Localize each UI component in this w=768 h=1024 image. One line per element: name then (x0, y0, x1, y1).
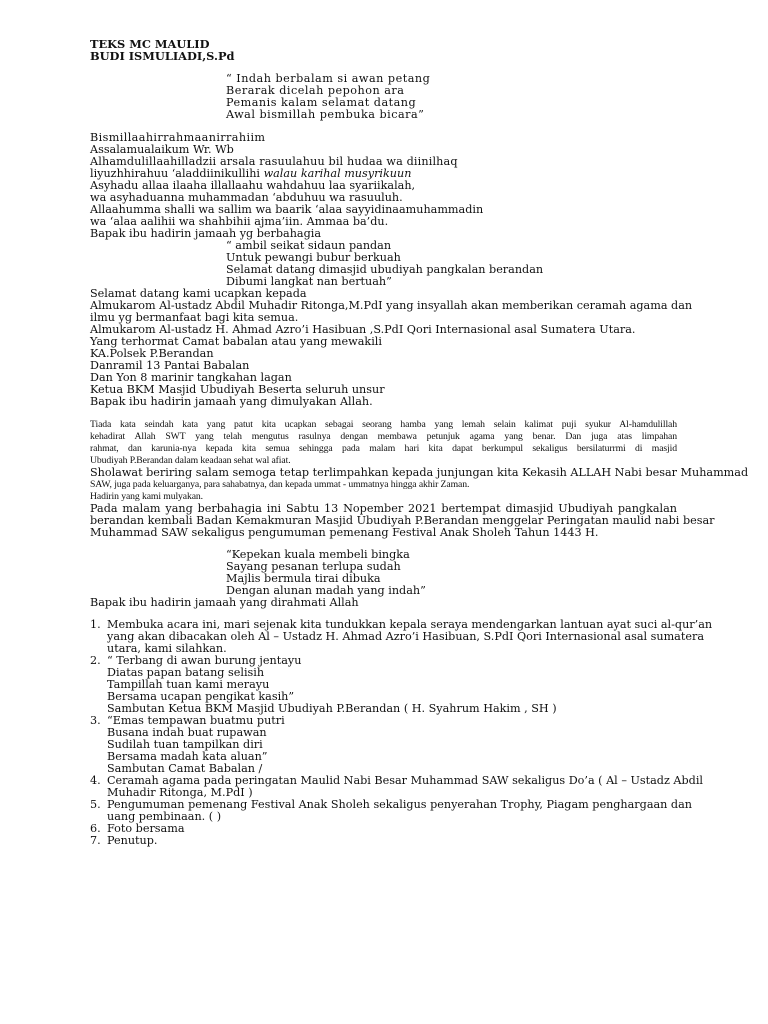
agenda-item-2-cont: Tampillah tuan kami merayu (107, 678, 270, 691)
agenda-item-2: “ Terbang di awan burung jentayu (107, 654, 302, 667)
agenda-item-4-cont: Muhadir Ritonga, M.PdI ) (107, 786, 253, 799)
agenda-item-4: Ceramah agama pada peringatan Maulid Nabi Besar Muhammad SAW sekaligus Do’a ( Al – Ustadz Abdil (107, 774, 703, 787)
agenda-item-1-cont: yang akan dibacakan oleh Al – Ustadz H. Ahmad Azro’i Hasibuan, S.PdI Qori Internasional asal sumatera (107, 630, 704, 643)
agenda-item-5: Pengumuman pemenang Festival Anak Sholeh sekaligus penyerahan Trophy, Piagam penghargaan dan (107, 798, 692, 811)
pantun-line: Untuk pewangi bubur berkuah (226, 251, 401, 264)
pantun-line: Majlis bermula tirai dibuka (226, 572, 381, 585)
pantun-line: Dengan alunan madah yang indah” (226, 584, 426, 597)
event-line: berandan kembali Badan Kemakmuran Masjid Ubudiyah P.Berandan menggelar Peringatan maulid nabi besar (90, 514, 715, 527)
shalawat-line: Allaahumma shalli wa sallim wa baarik ‘alaa sayyidinaamuhammadin (90, 203, 484, 216)
agenda-number: 6. (90, 822, 101, 835)
salam: Assalamualaikum Wr. Wb (90, 143, 234, 156)
event-line: Pada malam yang berbahagia ini Sabtu 13 Nopember 2021 bertempat dimasjid Ubudiyah pangkalan (90, 502, 677, 515)
pantun-line: Selamat datang dimasjid ubudiyah pangkalan berandan (226, 263, 544, 276)
agenda-item-2-cont: Bersama ucapan pengikat kasih” (107, 690, 295, 703)
mukarom-1: Almukarom Al-ustadz Abdil Muhadir Ritonga,M.PdI yang insyallah akan memberikan ceramah agama dan (90, 299, 693, 312)
agenda-item-5-cont: uang pembinaan. ( ) (107, 810, 222, 823)
address-line: Bapak ibu hadirin jamaah yang dirahmati Allah (90, 596, 359, 609)
pantun-line: Pemanis kalam selamat datang (226, 96, 417, 109)
agenda-item-7: Penutup. (107, 834, 158, 847)
agenda-item-3: “Emas tempawan buatmu putri (107, 714, 285, 727)
liyuzh-italic: walau karihal musyrikuun (263, 167, 412, 180)
agenda-item-1: Membuka acara ini, mari sejenak kita tundukkan kepala seraya mendengarkan lantuan ayat suci al-qur’an (107, 618, 713, 631)
camat: Yang terhormat Camat babalan atau yang mewakili (90, 335, 382, 348)
agenda-item-3-cont: Busana indah buat rupawan (107, 726, 267, 739)
syahadat-line: Asyhadu allaa ilaaha illallaahu wahdahuu laa syariikalah, (90, 179, 416, 192)
welcome-intro: Selamat datang kami ucapkan kepada (90, 287, 307, 300)
pantun-line: Berarak dicelah pepohon ara (226, 84, 405, 97)
agenda-item-3-cont: Bersama madah kata aluan” (107, 750, 268, 763)
syahadat-line: wa asyhaduanna muhammadan ‘abduhuu wa rasuuluh. (90, 191, 403, 204)
praise-line: kehadirat Allah SWT yang telah mengutus rasulnya dengan membawa petunjuk agama yang benar. Dan juga atas limpahan (90, 431, 677, 442)
welcome-closing: Bapak ibu hadirin jamaah yang dimulyakan Allah. (90, 395, 373, 408)
praise-line: Ubudiyah P.Berandan dalam keadaan sehat wal afiat. (90, 455, 291, 466)
pantun-line: “Kepekan kuala membeli bingka (226, 548, 410, 561)
agenda-item-6: Foto bersama (107, 822, 185, 835)
mukarom-1-cont: ilmu yg bermanfaat bagi kita semua. (90, 311, 299, 324)
polsek: KA.Polsek P.Berandan (90, 347, 214, 360)
agenda-number: 5. (90, 798, 101, 811)
greeting: Bapak ibu hadirin jamaah yg berbahagia (90, 227, 321, 240)
shalawat-line: wa ‘alaa aalihii wa shahbihii ajma’iin. Ammaa ba’du. (90, 215, 389, 228)
pantun-line: Sayang pesanan terlupa sudah (226, 560, 401, 573)
danyon: Dan Yon 8 marinir tangkahan lagan (90, 371, 292, 384)
agenda-item-3-cont: Sambutan Camat Babalan / (107, 762, 263, 775)
agenda-item-1-cont: utara, kami silahkan. (107, 642, 227, 655)
mukarom-2: Almukarom Al-ustadz H. Ahmad Azro’i Hasibuan ,S.PdI Qori Internasional asal Sumatera Utara. (90, 323, 636, 336)
agenda-number: 7. (90, 834, 101, 847)
danramil: Danramil 13 Pantai Babalan (90, 359, 250, 372)
liyuzh-text: liyuzhhirahuu ‘aladdiinikullihi (90, 167, 264, 180)
doc-title: TEKS MC MAULID (90, 37, 210, 51)
agenda-item-2-cont: Diatas papan batang selisih (107, 666, 265, 679)
doc-author: BUDI ISMULIADI,S.Pd (90, 49, 235, 63)
pantun-line: Dibumi langkat nan bertuah” (226, 275, 392, 288)
praise-line: rahmat, dan karunia-nya kepada kita semua sehingga pada malam hari kita dapat berkumpul sekaligus bersilaturrmi di masjid (90, 443, 677, 454)
praise-line: Tiada kata seindah kata yang patut kita ucapkan sebagai seorang hamba yang lemah selain kalimat puji syukur Al-hamdulillah (90, 419, 677, 430)
pantun-line: Awal bismillah pembuka bicara” (226, 108, 425, 121)
event-line: Muhammad SAW sekaligus pengumuman pemenang Festival Anak Sholeh Tahun 1443 H. (90, 526, 599, 539)
basmalah: Bismillaahirrahmaanirrahiim (90, 131, 266, 144)
agenda-number: 1. (90, 618, 101, 631)
pantun-line: “ Indah berbalam si awan petang (226, 72, 431, 85)
agenda-item-3-cont: Sudilah tuan tampilkan diri (107, 738, 263, 751)
agenda-number: 3. (90, 714, 101, 727)
sholawat-line: Sholawat beriring salam semoga tetap terlimpahkan kepada junjungan kita Kekasih ALLAH Nabi besar Muhammad (90, 466, 749, 479)
pantun-line: “ ambil seikat sidaun pandan (226, 239, 392, 252)
agenda-number: 4. (90, 774, 101, 787)
agenda-item-2-cont: Sambutan Ketua BKM Masjid Ubudiyah P.Berandan ( H. Syahrum Hakim , SH ) (107, 702, 557, 715)
sholawat-line: SAW, juga pada keluarganya, para sahabatnya, dan kepada ummat - ummatnya hingga akhir Zaman. (90, 479, 470, 490)
hamdalah: Alhamdulillaahilladzii arsala rasuulahuu bil hudaa wa diinilhaq (90, 155, 458, 168)
agenda-number: 2. (90, 654, 101, 667)
bkm: Ketua BKM Masjid Ubudiyah Beserta seluruh unsur (90, 383, 385, 396)
hadirin-line: Hadirin yang kami mulyakan. (90, 491, 203, 502)
